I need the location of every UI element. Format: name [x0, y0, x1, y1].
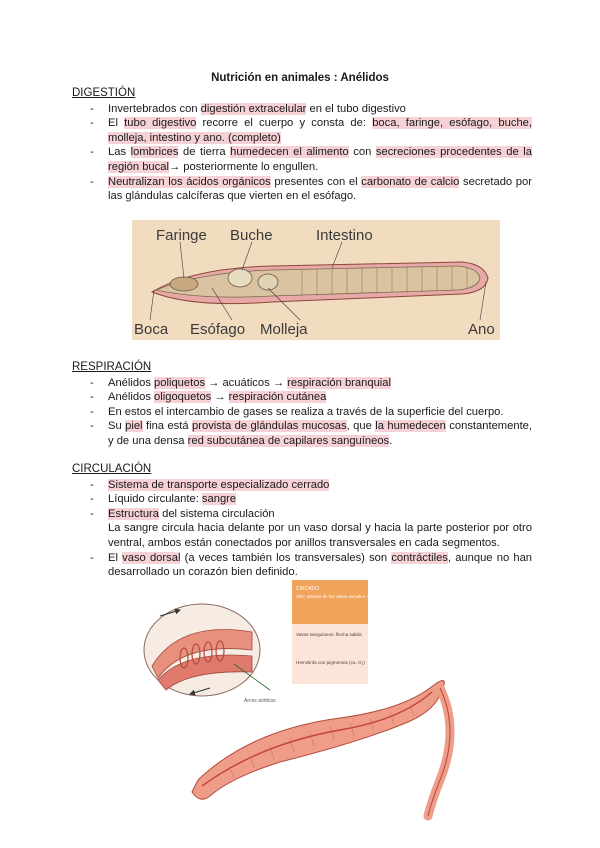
list-item: [72, 116, 532, 145]
bullet-dash: -: [90, 493, 94, 506]
highlighted-text: carbonato de calcio: [361, 175, 460, 188]
bullet-dash: -: [90, 102, 94, 115]
highlighted-text: contráctiles: [391, 551, 448, 564]
text-run: de tierra: [178, 146, 231, 159]
list-item: [72, 492, 532, 507]
label-molleja: Molleja: [260, 321, 308, 338]
label-buche: Buche: [230, 227, 273, 244]
list-item: [72, 419, 532, 448]
highlighted-text: red subcutánea de capilares sanguíneos: [187, 434, 390, 447]
text-run: El: [108, 551, 123, 564]
list-item: [72, 175, 532, 204]
circulatory-system-figure: [140, 580, 480, 826]
highlighted-text: digestión extracelular: [200, 102, 307, 115]
text-run: fina está: [142, 420, 193, 433]
bullet-dash: -: [90, 117, 94, 130]
legend-row-vasos: Vasos sanguíneos: flecha salida: [296, 632, 362, 637]
earthworm-digestive-illustration: [132, 220, 500, 340]
digestive-system-figure: [132, 220, 500, 340]
label-boca: Boca: [134, 321, 169, 338]
text-run: Su: [108, 420, 126, 433]
label-intestino: Intestino: [316, 227, 373, 244]
text-run: constantemente, y de una densa: [108, 420, 533, 447]
bullet-dash: -: [90, 420, 94, 433]
bullet-dash: -: [90, 376, 94, 389]
circulacion-list: [72, 478, 532, 522]
list-item: [72, 390, 532, 405]
bullet-dash: -: [90, 551, 94, 564]
legend-box-text: ARC anterior de los vasos dorsales, ventral y capilares: [296, 594, 403, 599]
text-run: con: [348, 146, 376, 159]
list-item: [72, 145, 532, 174]
highlighted-text: poliquetos: [154, 376, 206, 389]
text-run: , que: [346, 420, 376, 433]
page-title: Nutrición en animales : Anélidos: [211, 72, 389, 84]
circulacion-paragraph: La sangre circula hacia delante por un vaso dorsal y hacia la parte posterior por otro ventral, ambos están conectados por anillos transversales en cada segmentos.: [108, 522, 532, 549]
text-run: → acuáticos →: [205, 376, 288, 389]
bullet-dash: -: [90, 391, 94, 404]
bullet-dash: -: [90, 146, 94, 159]
label-esofago: Esófago: [190, 321, 246, 338]
text-run: Anélidos: [108, 376, 155, 389]
bullet-dash: -: [90, 478, 94, 491]
worm-body: [192, 680, 444, 799]
circulacion-heading: CIRCULACIÓN: [72, 463, 152, 475]
highlighted-text: Sistema de transporte especializado cerrado: [108, 478, 330, 491]
circulacion-last-item: [72, 551, 532, 580]
text-run: Anélidos: [108, 391, 155, 404]
highlighted-text: humedecen el alimento: [230, 146, 349, 159]
highlighted-text: boca, faringe, esófago, buche, molleja, intestino y ano. (completo): [108, 117, 532, 144]
highlighted-text: provista de glándulas mucosas: [192, 420, 347, 433]
list-item: [72, 376, 532, 391]
respiracion-list: [72, 376, 532, 449]
highlighted-text: vaso dorsal: [122, 551, 181, 564]
highlighted-text: oligoquetos: [154, 391, 212, 404]
bullet-dash: -: [90, 507, 94, 520]
legend-box-title: CIRCADO: [296, 586, 320, 592]
highlighted-text: respiración cutánea: [228, 391, 327, 404]
text-run: Líquido circulante:: [108, 493, 202, 506]
digestion-heading: DIGESTIÓN: [72, 87, 136, 99]
label-faringe: Faringe: [156, 227, 207, 244]
text-run: En estos el intercambio de gases se realiza a través de la superficie del cuerpo.: [108, 405, 504, 418]
text-run: recorre el cuerpo y consta de:: [196, 117, 373, 130]
label-arcos-aorticos: Arcos aórticos: [244, 698, 276, 704]
text-run: Invertebrados con: [108, 102, 201, 115]
earthworm-circulatory-illustration: [140, 580, 480, 826]
highlighted-text: secreciones procedentes de la región bucal: [108, 146, 532, 173]
text-run: El: [108, 117, 125, 130]
bullet-dash: -: [90, 405, 94, 418]
highlighted-text: lombrices: [130, 146, 179, 159]
section-respiracion: [72, 360, 532, 449]
legend-row-hemolinfa: Hemolinfa con pigmentos (ca, O₂): [296, 660, 365, 665]
highlighted-text: la humedecen: [375, 420, 446, 433]
digestion-list: [72, 102, 532, 204]
text-run: en el tubo digestivo: [306, 102, 406, 115]
text-run: (a veces también los transversales) son: [180, 551, 392, 564]
highlighted-text: piel: [125, 420, 143, 433]
section-circulacion: [72, 462, 532, 580]
bullet-dash: -: [90, 175, 94, 188]
text-run: Las: [108, 146, 131, 159]
highlighted-text: Estructura: [108, 507, 159, 520]
respiracion-heading: RESPIRACIÓN: [72, 361, 152, 373]
text-run: → posteriormente lo engullen.: [168, 160, 319, 173]
highlighted-text: respiración branquial: [287, 376, 391, 389]
section-digestion: [72, 86, 532, 204]
list-item: [72, 405, 532, 420]
text-run: →: [211, 391, 229, 404]
label-ano: Ano: [468, 321, 495, 338]
highlighted-text: tubo digestivo: [124, 117, 197, 130]
list-item: [72, 478, 532, 493]
list-item: [72, 102, 532, 117]
highlighted-text: Neutralizan los ácidos orgánicos: [108, 175, 271, 188]
text-run: .: [389, 434, 393, 447]
text-run: presentes con el: [270, 175, 362, 188]
list-item: [72, 507, 532, 522]
text-run: , aunque no han desarrollado un corazón bien definido.: [108, 551, 533, 579]
text-run: secretado por las glándulas calcíferas que vierten en el esófago.: [108, 175, 532, 203]
highlighted-text: sangre: [201, 493, 237, 506]
text-run: del sistema circulación: [158, 507, 275, 520]
list-item: [72, 551, 532, 580]
